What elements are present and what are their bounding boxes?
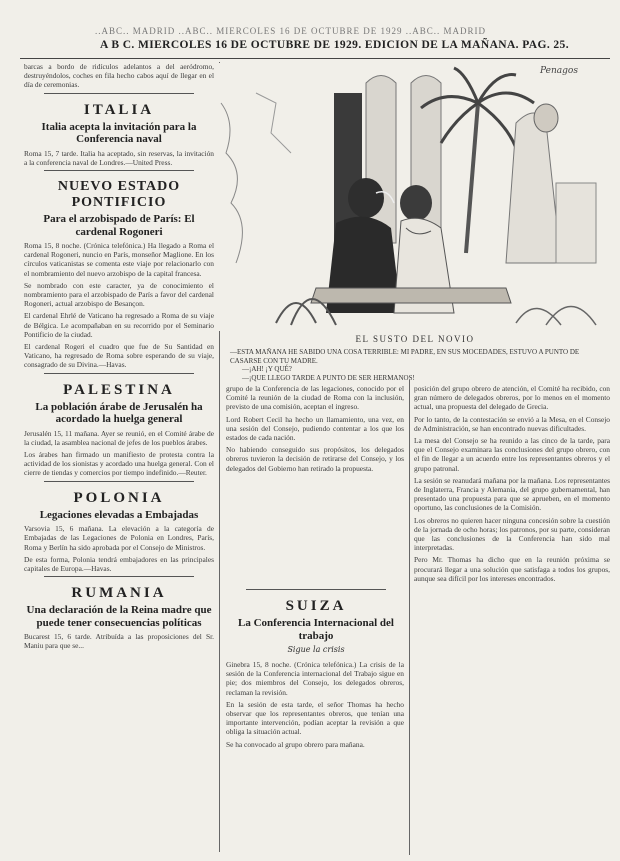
subheading-palestina: La población árabe de Jerusalén ha acordado la huelga general: [35, 400, 203, 426]
cartoon-dialog: [230, 348, 608, 382]
article-paragraph: La sesión se reanudará mañana por la mañana. Los representantes de Inglaterra, Francia y Alemania, del grupo gubernamental, han presentado una propuesta para que se aprueben, en el momento oportuno, las conclusiones de la Comisión.: [414, 475, 610, 513]
article-paragraph: Roma 15, 7 tarde. Italia ha aceptado, sin reservas, la invitación a la conferencia naval de Londres.—United Press.: [24, 148, 214, 167]
section-heading-italia: ITALIA: [83, 101, 155, 118]
masthead-line: ..ABC.. MADRID ..ABC.. MIERCOLES 16 DE OCTUBRE DE 1929 ..ABC.. MADRID: [95, 26, 487, 36]
dialog-line-1: —ESTA MAÑANA HE SABIDO UNA COSA TERRIBLE: MI PADRE, EN SUS MOCEDADES, ESTUVO A PUNTO DE CASARSE CON TU MADRE.: [230, 348, 580, 365]
page-header: A B C. MIERCOLES 16 DE OCTUBRE DE 1929. EDICION DE LA MAÑANA. PAG. 25.: [100, 39, 569, 51]
article-paragraph: No habiendo conseguido sus propósitos, los delegados obreros tuvieron la decisión de retirarse del Consejo, y los delegados del Gobierno han retirado la propuesta.: [226, 445, 404, 473]
article-paragraph: grupo de la Conferencia de las legaciones, conocido por el Comité la reunión de la ciudad de Roma con la inclusión, previsto de una comisión, aceptan el ingreso.: [226, 384, 404, 412]
subheading-suiza: La Conferencia Internacional del trabajo: [238, 617, 394, 642]
article-paragraph: De esta forma, Polonia tendrá embajadores en las principales capitales de Europa.—Havas.: [24, 554, 214, 573]
article-paragraph: Los árabes han firmado un manifiesto de protesta contra la actividad de los sionistas y acordado una huelga general. Con el cierre de tiendas y comercios por tiempo indefinido.—Reuter.: [24, 450, 214, 478]
column-left: [24, 62, 214, 852]
separator: [44, 481, 194, 482]
separator: [44, 373, 194, 374]
article-paragraph: Ginebra 15, 8 noche. (Crónica telefónica.) La crisis de la sesión de la Conferencia internacional del Trabajo sigue en pie; dos miembros del Consejo, los delegados obreros, reclaman la revisión.: [226, 660, 404, 697]
article-paragraph: Lord Robert Cecil ha hecho un llamamiento, una vez, en una sesión del Consejo, pudiendo contentar a los que los estados de cada nación.: [226, 414, 404, 443]
dialog-line-3: —¡QUE LLEGO TARDE A PUNTO DE SER HERMANOS!: [242, 373, 415, 382]
column-middle: [226, 384, 404, 584]
subheading-polonia: Legaciones elevadas a Embajadas: [39, 508, 199, 521]
article-paragraph: Los obreros no quieren hacer ninguna concesión sobre la cuestión de la jornada de ocho horas; los patronos, por su parte, consideran que las conclusiones de la Conferencia han sido mal interpretadas.: [414, 515, 610, 553]
separator: [44, 576, 194, 577]
section-suiza: [226, 586, 406, 656]
section-heading-estado-pontificio: NUEVO ESTADO PONTIFICIO: [57, 179, 181, 211]
section-heading-rumania: RUMANIA: [71, 585, 167, 602]
article-paragraph: Se ha convocado al grupo obrero para mañana.: [226, 739, 365, 749]
article-paragraph: El cardenal Ehrlé de Vaticano ha regresado a Roma de su viaje de Bélgica. Le acompañaban en su recorrido por el Seminario Pontificio de la ciudad.: [24, 311, 214, 339]
header-rule: [20, 58, 610, 59]
intro-paragraph: barcas a bordo de ridículos adelantos a del aeródromo, destruyéndolos, coches en fila hecho cabos aquí de llegar en el día de ceremonias.: [24, 62, 214, 90]
article-paragraph: Varsovia 15, 6 mañana. La elevación a la categoría de Embajadas de las Legaciones de Polonia en Londres, París, Roma y Berlín ha sido aprobada por el Consejo de Ministros.: [24, 524, 214, 552]
illustrator-signature: Penagos: [540, 66, 578, 76]
dialog-line-2: —¡AH! ¡Y QUÉ?: [242, 365, 292, 374]
article-paragraph: Por lo tanto, de la contestación se envió a la Mesa, en el Consejo de Administración, se han encontrado nuevas dificultades.: [414, 414, 610, 433]
subheading-crisis: Sigue la crisis: [287, 645, 345, 654]
section-heading-polonia: POLONIA: [73, 489, 165, 506]
article-paragraph: Pero Mr. Thomas ha dicho que en la reunión próxima se procurará llegar a una solución que satisfaga a todos los grupos, aunque sea difícil por los intereses encontrados.: [414, 555, 610, 583]
column-middle-lower: [226, 660, 404, 855]
separator: [44, 93, 194, 94]
separator: [44, 170, 194, 171]
article-paragraph: Jerusalén 15, 11 mañana. Ayer se reunió, en el Comité árabe de la ciudad, la asamblea nacional de jefes de los pueblos árabes.: [24, 428, 214, 447]
section-heading-suiza: SUIZA: [285, 598, 347, 614]
article-paragraph: La mesa del Consejo se ha reunido a las cinco de la tarde, para que el Consejo examinara las conclusiones del grupo obrero, con el fin de llegar a un acuerdo entre los representantes obreros y el grupo patronal.: [414, 436, 610, 473]
subheading-italia: Italia acepta la invitación para la Conferencia naval: [41, 120, 197, 146]
article-paragraph: El cardenal Rogeri el cuadro que fue de Su Santidad en Vaticano, ha regresado de Roma sobre esperando de su viaje, consagrado de su Divina.—Havas.: [24, 342, 214, 370]
separator: [246, 589, 386, 590]
section-heading-palestina: PALESTINA: [63, 381, 175, 398]
article-paragraph: posición del grupo obrero de atención, el Comité ha recibido, con gran número de delegados obreros, por lo menos en el momento actual, una propuesta del delegado de Grecia.: [414, 384, 610, 412]
subheading-rumania: Una declaración de la Reina madre que puede tener consecuencias políticas: [26, 604, 212, 629]
cartoon-illustration: [216, 63, 611, 331]
column-divider-2: [409, 380, 410, 855]
column-right: [414, 384, 610, 854]
article-paragraph: Bucarest 15, 6 tarde. Atribuída a las proposiciones del Sr. Maniu para que se...: [24, 632, 214, 651]
article-paragraph: Roma 15, 8 noche. (Crónica telefónica.) Ha llegado a Roma el cardenal Rogoneri, nuncio en París, monseñor Maglione. En los círculos vaticanistas se comenta este viaje por relacionarlo con el nombramiento del nuevo arzobispo de la capital francesa.: [24, 241, 214, 278]
illustration-caption: EL SUSTO DEL NOVIO: [355, 334, 475, 344]
article-paragraph: En la sesión de esta tarde, el señor Thomas ha hecho observar que los representantes obreros, que tenían una importante intervención, podían aceptar la revisión a que obliga la situación actual.: [226, 699, 404, 737]
article-paragraph: Se nombrado con este caracter, ya de conocimiento el nombramiento para el arzobispado de París a favor del cardenal Rogoneri, actual arzobispo de Besançon.: [24, 280, 214, 309]
subheading-estado-pontificio: Para el arzobispado de París: El cardenal Rogoneri: [43, 213, 195, 238]
